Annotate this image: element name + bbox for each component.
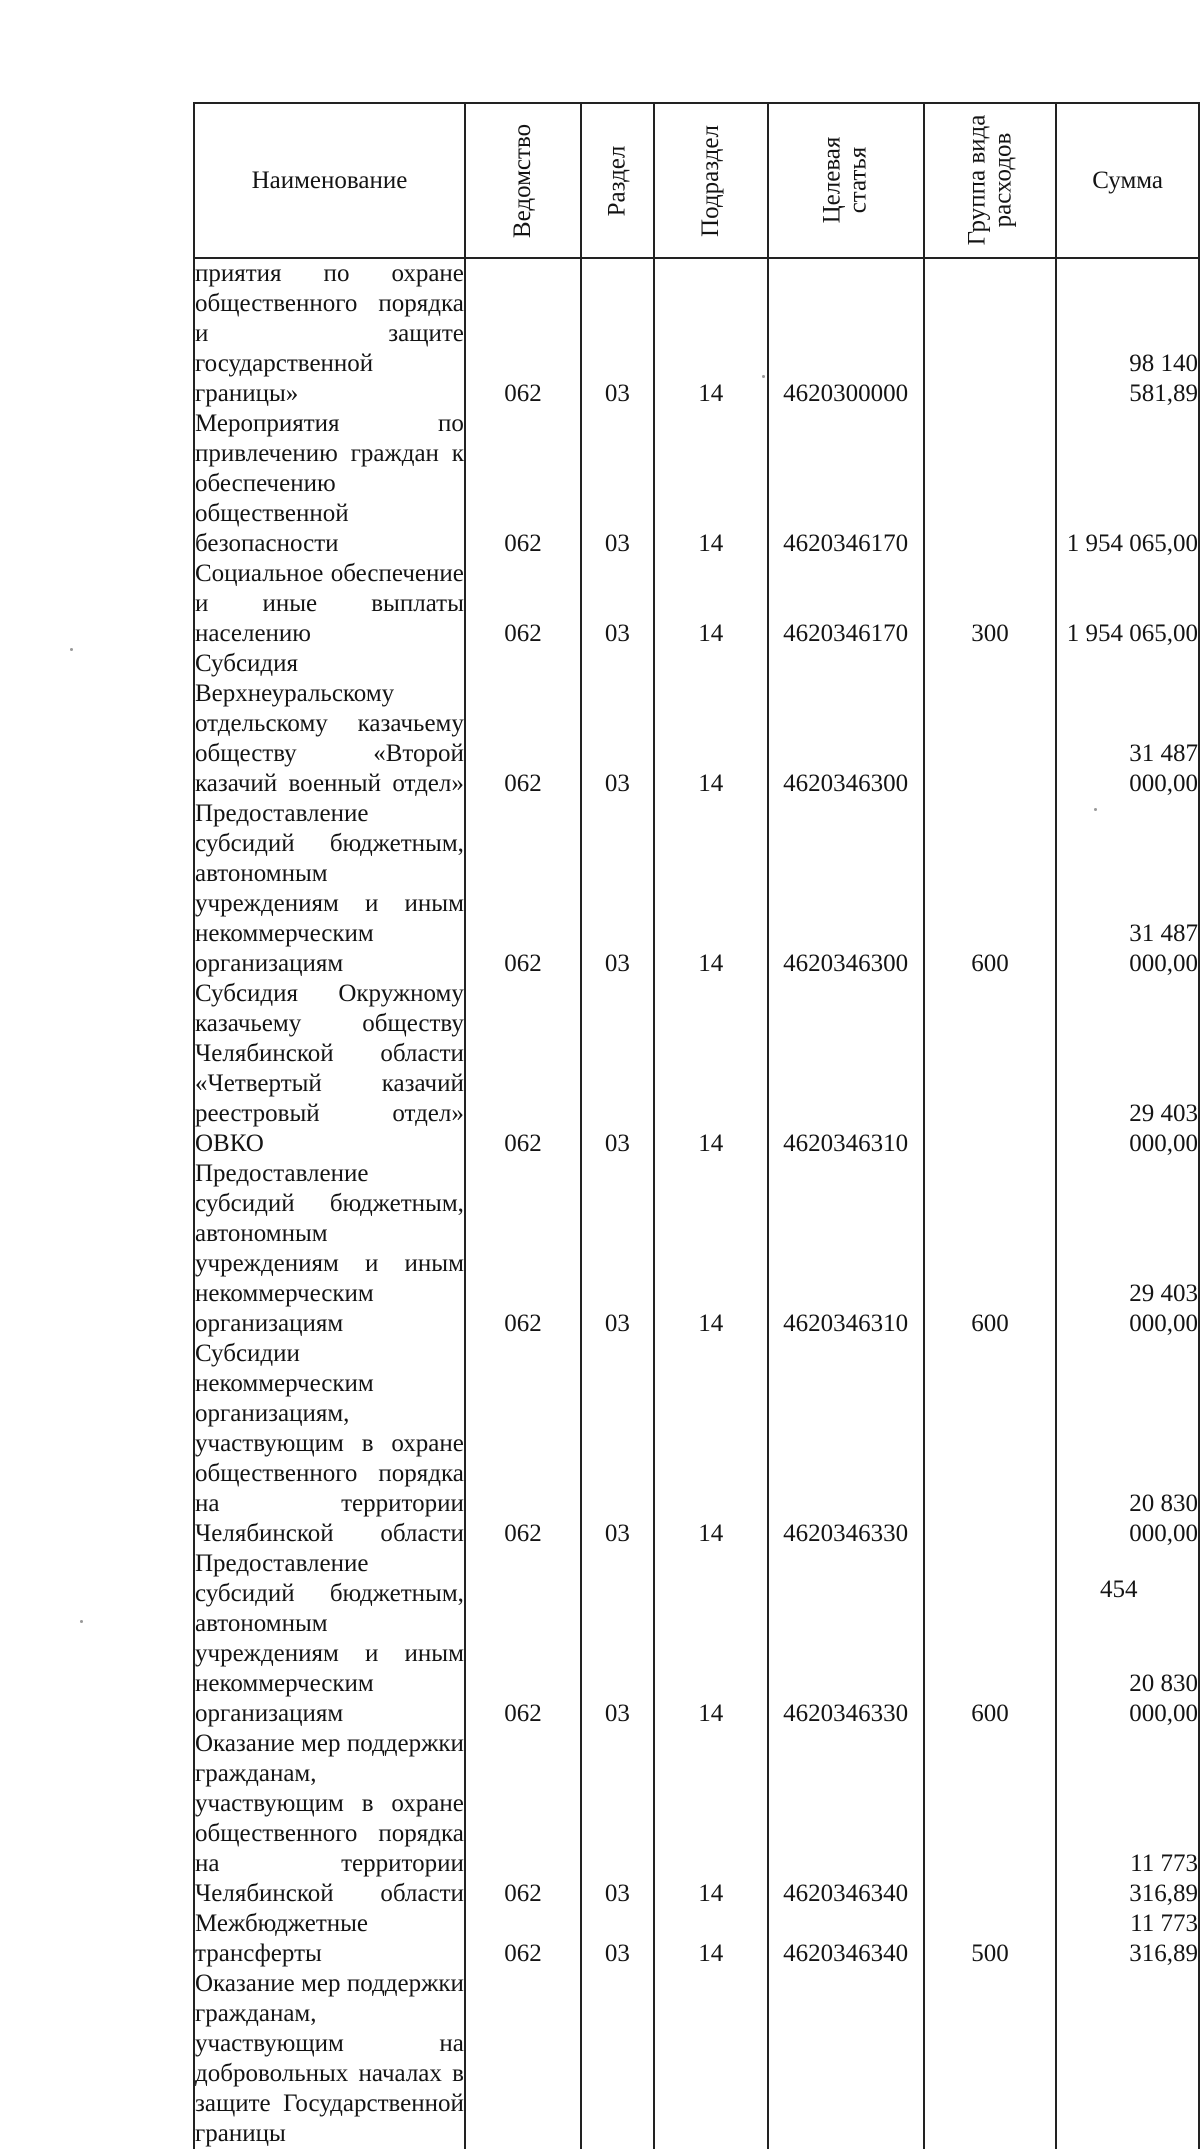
cell-subsection bbox=[654, 1969, 768, 2149]
cell-expense-group: 600 bbox=[924, 1159, 1057, 1339]
cell-expense-group bbox=[924, 1969, 1057, 2149]
cell-department: 062 bbox=[465, 559, 581, 649]
cell-subsection: 14 bbox=[654, 1549, 768, 1729]
cell-section: 03 bbox=[581, 1729, 654, 1909]
cell-subsection: 14 bbox=[654, 258, 768, 409]
cell-section: 03 bbox=[581, 1159, 654, 1339]
cell-department: 062 bbox=[465, 1909, 581, 1969]
cell-subsection: 14 bbox=[654, 1909, 768, 1969]
cell-subsection: 14 bbox=[654, 409, 768, 559]
cell-target-article: 4620346340 bbox=[768, 1729, 924, 1909]
cell-department: 062 bbox=[465, 1159, 581, 1339]
cell-sum: 31 487 000,00 bbox=[1056, 649, 1199, 799]
cell-department: 062 bbox=[465, 649, 581, 799]
cell-sum bbox=[1056, 1969, 1199, 2149]
header-name: Наименование bbox=[194, 103, 465, 258]
cell-department: 062 bbox=[465, 1339, 581, 1549]
cell-expense-group bbox=[924, 1729, 1057, 1909]
table-row bbox=[194, 1729, 1199, 1909]
table-row bbox=[194, 1339, 1199, 1549]
cell-target-article: 4620346310 bbox=[768, 1159, 924, 1339]
cell-name: Предоставление субсидий бюджетным, автономным учреждениям и иным некоммерческим организациям bbox=[195, 1550, 464, 1727]
cell-sum: 20 830 000,00 bbox=[1056, 1339, 1199, 1549]
cell-target-article: 4620346300 bbox=[768, 799, 924, 979]
header-subsection: Подраздел bbox=[654, 103, 768, 258]
table-row bbox=[194, 1969, 1199, 2149]
cell-target-article: 4620346170 bbox=[768, 559, 924, 649]
cell-department: 062 bbox=[465, 799, 581, 979]
table-row bbox=[194, 258, 1199, 409]
cell-target-article: 4620346310 bbox=[768, 979, 924, 1159]
cell-name: Предоставление субсидий бюджетным, автономным учреждениям и иным некоммерческим организациям bbox=[195, 800, 464, 977]
cell-target-article: 4620346330 bbox=[768, 1549, 924, 1729]
cell-section: 03 bbox=[581, 1549, 654, 1729]
cell-department bbox=[465, 1969, 581, 2149]
cell-expense-group: 600 bbox=[924, 799, 1057, 979]
cell-subsection: 14 bbox=[654, 1339, 768, 1549]
cell-sum: 11 773 316,89 bbox=[1056, 1909, 1199, 1969]
cell-section: 03 bbox=[581, 559, 654, 649]
cell-sum: 20 830 000,00 bbox=[1056, 1549, 1199, 1729]
cell-section: 03 bbox=[581, 409, 654, 559]
cell-section: 03 bbox=[581, 1339, 654, 1549]
cell-department: 062 bbox=[465, 979, 581, 1159]
table-row bbox=[194, 1549, 1199, 1729]
scan-speck bbox=[70, 648, 73, 651]
cell-expense-group bbox=[924, 649, 1057, 799]
cell-sum: 29 403 000,00 bbox=[1056, 1159, 1199, 1339]
cell-name: приятия по охране общественного порядка и защите государственной границы» bbox=[195, 260, 464, 407]
cell-name: Субсидия Окружному казачьему обществу Челябинской области «Четвертый казачий реестровый отдел» ОВКО bbox=[195, 980, 464, 1157]
cell-sum: 29 403 000,00 bbox=[1056, 979, 1199, 1159]
cell-expense-group bbox=[924, 1339, 1057, 1549]
cell-expense-group: 600 bbox=[924, 1549, 1057, 1729]
header-target-article: Целевая статья bbox=[768, 103, 924, 258]
cell-name: Мероприятия по привлечению граждан к обеспечению общественной безопасности bbox=[195, 410, 464, 557]
scan-speck bbox=[80, 1620, 83, 1623]
cell-subsection: 14 bbox=[654, 979, 768, 1159]
cell-target-article bbox=[768, 1969, 924, 2149]
cell-subsection: 14 bbox=[654, 649, 768, 799]
scan-speck bbox=[762, 375, 765, 378]
cell-expense-group bbox=[924, 409, 1057, 559]
budget-table bbox=[193, 102, 1200, 2149]
table-row bbox=[194, 979, 1199, 1159]
cell-section: 03 bbox=[581, 649, 654, 799]
cell-sum: 1 954 065,00 bbox=[1056, 409, 1199, 559]
cell-expense-group bbox=[924, 258, 1057, 409]
cell-section: 03 bbox=[581, 799, 654, 979]
cell-expense-group: 300 bbox=[924, 559, 1057, 649]
cell-name: Предоставление субсидий бюджетным, автономным учреждениям и иным некоммерческим организациям bbox=[195, 1160, 464, 1337]
header-expense-group: Группа вида расходов bbox=[924, 103, 1057, 258]
cell-subsection: 14 bbox=[654, 559, 768, 649]
cell-subsection: 14 bbox=[654, 1159, 768, 1339]
cell-department: 062 bbox=[465, 1549, 581, 1729]
table-row bbox=[194, 559, 1199, 649]
cell-section: 03 bbox=[581, 1909, 654, 1969]
header-sum: Сумма bbox=[1056, 103, 1199, 258]
cell-section bbox=[581, 1969, 654, 2149]
cell-expense-group: 500 bbox=[924, 1909, 1057, 1969]
header-department: Ведомство bbox=[465, 103, 581, 258]
cell-section: 03 bbox=[581, 258, 654, 409]
cell-subsection: 14 bbox=[654, 799, 768, 979]
cell-sum: 98 140 581,89 bbox=[1056, 258, 1199, 409]
cell-name: Оказание мер поддержки гражданам, участвующим на добровольных началах в защите Государственной границы bbox=[195, 1970, 464, 2147]
table-row bbox=[194, 1159, 1199, 1339]
cell-name: Субсидия Верхнеуральскому отдельскому казачьему обществу «Второй казачий военный отдел» bbox=[195, 650, 464, 797]
table-body bbox=[194, 258, 1199, 2149]
cell-target-article: 4620346300 bbox=[768, 649, 924, 799]
header-section: Раздел bbox=[581, 103, 654, 258]
cell-expense-group bbox=[924, 979, 1057, 1159]
cell-section: 03 bbox=[581, 979, 654, 1159]
table-row bbox=[194, 799, 1199, 979]
page-number: 454 bbox=[1100, 1576, 1138, 1603]
cell-department: 062 bbox=[465, 409, 581, 559]
cell-sum: 1 954 065,00 bbox=[1056, 559, 1199, 649]
table-row bbox=[194, 409, 1199, 559]
cell-target-article: 4620346340 bbox=[768, 1909, 924, 1969]
cell-name: Субсидии некоммерческим организациям, участвующим в охране общественного порядка на территории Челябинской области bbox=[195, 1340, 464, 1547]
cell-target-article: 4620300000 bbox=[768, 258, 924, 409]
table-header-row bbox=[194, 103, 1199, 258]
cell-name: Оказание мер поддержки гражданам, участвующим в охране общественного порядка на территории Челябинской области bbox=[195, 1730, 464, 1907]
cell-sum: 11 773 316,89 bbox=[1056, 1729, 1199, 1909]
cell-department: 062 bbox=[465, 258, 581, 409]
cell-target-article: 4620346170 bbox=[768, 409, 924, 559]
table-row bbox=[194, 649, 1199, 799]
table-row bbox=[194, 1909, 1199, 1969]
cell-department: 062 bbox=[465, 1729, 581, 1909]
cell-sum: 31 487 000,00 bbox=[1056, 799, 1199, 979]
cell-target-article: 4620346330 bbox=[768, 1339, 924, 1549]
cell-name: Межбюджетные трансферты bbox=[194, 1909, 465, 1969]
cell-subsection: 14 bbox=[654, 1729, 768, 1909]
scan-speck bbox=[1094, 808, 1097, 811]
cell-name: Социальное обеспечение и иные выплаты населению bbox=[195, 560, 464, 647]
